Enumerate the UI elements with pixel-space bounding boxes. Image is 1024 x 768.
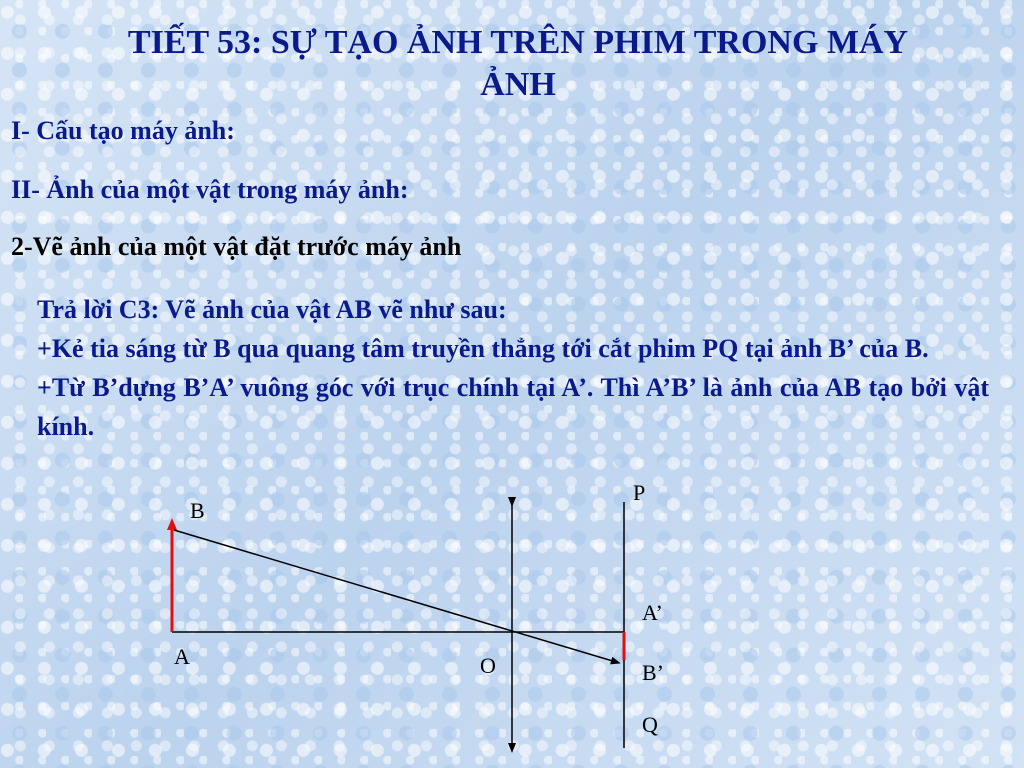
slide-title: TIẾT 53: SỰ TẠO ẢNH TRÊN PHIM TRONG MÁY ẢNH: [127, 24, 909, 103]
label-p: P: [633, 480, 646, 505]
label-b: B: [190, 498, 205, 523]
label-q: Q: [642, 712, 658, 737]
heading-draw-image: 2-Vẽ ảnh của một vật đặt trước máy ảnh: [11, 232, 462, 261]
answer-line-step-2: +Từ B’dựng B’A’ vuông góc với trục chính tại A’. Thì A’B’ là ảnh của AB tạo bởi vật kính.: [37, 373, 989, 441]
heading-image-in-camera: II- Ảnh của một vật trong máy ảnh:: [11, 175, 409, 204]
label-a: A: [174, 644, 190, 669]
light-ray-b-o-bprime: [174, 530, 616, 662]
label-b-prime: B’: [642, 660, 664, 685]
label-o: O: [480, 653, 496, 678]
label-a-prime: A’: [642, 600, 663, 625]
heading-camera-structure: I- Cấu tạo máy ảnh:: [11, 116, 235, 145]
answer-line-step-1: +Kẻ tia sáng từ B qua quang tâm truyền thẳng tới cắt phim PQ tại ảnh B’ của B.: [37, 334, 929, 363]
answer-line-intro: Trả lời C3: Vẽ ảnh của vật AB vẽ như sau:: [37, 295, 507, 324]
